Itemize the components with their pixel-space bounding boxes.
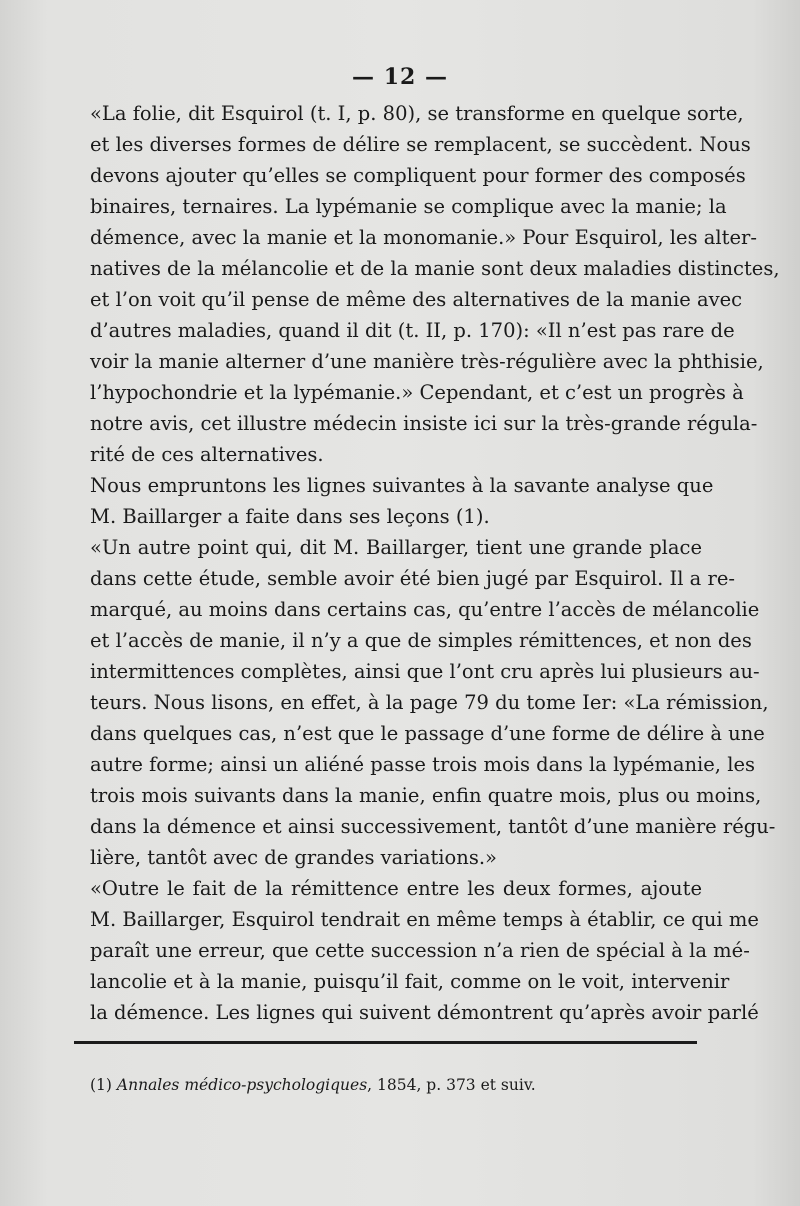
- paragraph: [90, 470, 714, 532]
- text-line: lancolie et à la manie, puisqu’il fait, comme on le voit, intervenir: [90, 970, 730, 993]
- page-number: — 12 —: [352, 64, 448, 90]
- text-line: rité de ces alternatives.: [90, 443, 324, 466]
- text-line: et l’accès de manie, il n’y a que de simples rémittences, et non des: [90, 629, 752, 652]
- footnote-citation: , 1854, p. 373 et suiv.: [367, 1076, 536, 1094]
- text-line: la démence. Les lignes qui suivent démontrent qu’après avoir parlé: [90, 1001, 759, 1024]
- text-line: binaires, ternaires. La lypémanie se complique avec la manie; la: [90, 195, 727, 218]
- paragraph: [90, 98, 780, 470]
- footnote-journal-title: Annales médico-psychologiques: [116, 1076, 368, 1094]
- text-line: dans la démence et ainsi successivement, tantôt d’une manière régu-: [90, 815, 776, 838]
- text-line: «Outre le fait de la rémittence entre les deux formes, ajoute: [90, 877, 702, 900]
- text-line: «Un autre point qui, dit M. Baillarger, tient une grande place: [90, 536, 702, 559]
- text-line: paraît une erreur, que cette succession n’a rien de spécial à la mé-: [90, 939, 750, 962]
- text-line: notre avis, cet illustre médecin insiste ici sur la très-grande régula-: [90, 412, 758, 435]
- text-line: Nous empruntons les lignes suivantes à la savante analyse que: [90, 474, 714, 497]
- paragraph: [90, 532, 776, 873]
- text-line: démence, avec la manie et la monomanie.» Pour Esquirol, les alter-: [90, 226, 757, 249]
- text-line: dans quelques cas, n’est que le passage d’une forme de délire à une: [90, 722, 765, 745]
- text-line: teurs. Nous lisons, en effet, à la page 79 du tome Ier: «La rémission,: [90, 691, 769, 714]
- footnote-rule: [74, 1041, 697, 1044]
- text-line: autre forme; ainsi un aliéné passe trois mois dans la lypémanie, les: [90, 753, 755, 776]
- text-line: M. Baillarger a faite dans ses leçons (1).: [90, 505, 490, 528]
- footnote: [90, 1074, 710, 1096]
- body-text: [90, 98, 780, 1028]
- text-line: et l’on voit qu’il pense de même des alternatives de la manie avec: [90, 288, 743, 311]
- text-line: l’hypochondrie et la lypémanie.» Cependant, et c’est un progrès à: [90, 381, 744, 404]
- text-line: devons ajouter qu’elles se compliquent pour former des composés: [90, 164, 746, 187]
- text-line: M. Baillarger, Esquirol tendrait en même temps à établir, ce qui me: [90, 908, 759, 931]
- text-line: et les diverses formes de délire se remplacent, se succèdent. Nous: [90, 133, 751, 156]
- text-line: natives de la mélancolie et de la manie sont deux maladies distinctes,: [90, 257, 780, 280]
- text-line: intermittences complètes, ainsi que l’ont cru après lui plusieurs au-: [90, 660, 760, 683]
- text-line: voir la manie alterner d’une manière très-régulière avec la phthisie,: [90, 350, 764, 373]
- text-line: dans cette étude, semble avoir été bien jugé par Esquirol. Il a re-: [90, 567, 735, 590]
- text-line: trois mois suivants dans la manie, enfin quatre mois, plus ou moins,: [90, 784, 762, 807]
- footnote-marker: (1): [90, 1076, 112, 1094]
- text-line: «La folie, dit Esquirol (t. I, p. 80), se transforme en quelque sorte,: [90, 102, 744, 125]
- text-line: lière, tantôt avec de grandes variations.»: [90, 846, 497, 869]
- paragraph: [90, 873, 759, 1028]
- text-line: marqué, au moins dans certains cas, qu’entre l’accès de mélancolie: [90, 598, 760, 621]
- text-line: d’autres maladies, quand il dit (t. II, p. 170): «Il n’est pas rare de: [90, 319, 735, 342]
